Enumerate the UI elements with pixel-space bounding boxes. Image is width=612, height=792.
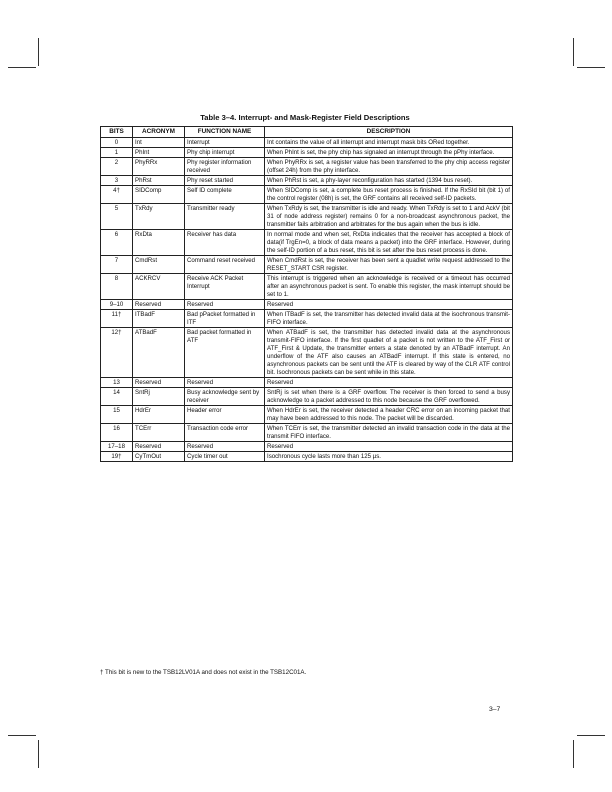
- cell-function-name: Self ID complete: [185, 186, 265, 204]
- cell-function-name: Phy register information received: [185, 158, 265, 176]
- cell-function-name: Cycle timer out: [185, 452, 265, 462]
- cell-function-name: Command reset received: [185, 256, 265, 274]
- cell-acronym: PhyRRx: [133, 158, 185, 176]
- cell-function-name: Phy reset started: [185, 176, 265, 186]
- table-row: [101, 328, 513, 378]
- table-row: [101, 186, 513, 204]
- cell-description: When PhInt is set, the phy chip has signaled an interrupt through the pPhy interface.: [265, 148, 513, 158]
- cell-bits: 14: [101, 388, 133, 406]
- table-row: [101, 158, 513, 176]
- table-row: [101, 378, 513, 388]
- cell-function-name: Reserved: [185, 378, 265, 388]
- cell-acronym: CmdRst: [133, 256, 185, 274]
- crop-mark: [573, 38, 574, 66]
- table-row: [101, 442, 513, 452]
- cell-function-name: Receiver has data: [185, 230, 265, 256]
- cell-acronym: ITBadF: [133, 310, 185, 328]
- cell-acronym: RxDta: [133, 230, 185, 256]
- cell-bits: 8: [101, 274, 133, 300]
- cell-description: When PhRst is set, a phy-layer reconfiguration has started (1394 bus reset).: [265, 176, 513, 186]
- table-row: [101, 204, 513, 230]
- footnote: † This bit is new to the TSB12LV01A and does not exist in the TSB12C01A.: [100, 669, 307, 676]
- cell-description: When SIDComp is set, a complete bus reset process is finished. If the RxSId bit (bit 1) of the control register (08h) is set, the GRF contains all received self-ID packets.: [265, 186, 513, 204]
- cell-description: SntRj is set when there is a GRF overflow. The receiver is then forced to send a busy acknowledge to a packet addressed to this node because the GRF overflowed.: [265, 388, 513, 406]
- crop-mark: [577, 67, 605, 68]
- crop-mark: [8, 735, 36, 736]
- table-row: [101, 274, 513, 300]
- cell-bits: 17–18: [101, 442, 133, 452]
- table-row: [101, 300, 513, 310]
- cell-bits: 9–10: [101, 300, 133, 310]
- cell-acronym: ACKRCV: [133, 274, 185, 300]
- header-function-name: FUNCTION NAME: [185, 127, 265, 138]
- cell-bits: 6: [101, 230, 133, 256]
- table-row: [101, 256, 513, 274]
- cell-description: When ATBadF is set, the transmitter has detected invalid data at the asynchronous transmit-FIFO interface. If the first quadlet of a packet is not written to the ATF_First or ATF_First & Update, the transmitter enters a state denoted by an ATBadF interrupt. An underflow of the ATF also causes an ATBadF interrupt. If this state is entered, no asynchronous packets can be sent until the ATF is cleared by way of the CLR ATF control bit. Isochronous packets can be sent while in this state.: [265, 328, 513, 378]
- cell-function-name: Receive ACK Packet Interrupt: [185, 274, 265, 300]
- cell-bits: 16: [101, 424, 133, 442]
- cell-description: When CmdRst is set, the receiver has been sent a quadlet write request addressed to the RESET_START CSR register.: [265, 256, 513, 274]
- cell-bits: 5: [101, 204, 133, 230]
- cell-description: In normal mode and when set, RxDta indicates that the receiver has accepted a block of data(if TrgEn=0, a block of data means a packet) into the GRF interface. However, during the self-ID portion of a bus reset, this bit is set after the bus reset process is done.: [265, 230, 513, 256]
- cell-description: Reserved: [265, 300, 513, 310]
- table-row: [101, 406, 513, 424]
- cell-bits: 7: [101, 256, 133, 274]
- cell-description: When TCErr is set, the transmitter detected an invalid transaction code in the data at the transmit FIFO interface.: [265, 424, 513, 442]
- table-title: Table 3–4. Interrupt- and Mask-Register Field Descriptions: [200, 113, 410, 122]
- table-row: [101, 424, 513, 442]
- table-row: [101, 138, 513, 148]
- table-row: [101, 148, 513, 158]
- cell-acronym: HdrEr: [133, 406, 185, 424]
- cell-acronym: Int: [133, 138, 185, 148]
- cell-function-name: Transmitter ready: [185, 204, 265, 230]
- cell-bits: 12†: [101, 328, 133, 378]
- cell-acronym: TCErr: [133, 424, 185, 442]
- cell-acronym: PhRst: [133, 176, 185, 186]
- cell-bits: 13: [101, 378, 133, 388]
- table-row: [101, 388, 513, 406]
- cell-bits: 4†: [101, 186, 133, 204]
- header-description: DESCRIPTION: [265, 127, 513, 138]
- cell-acronym: PhInt: [133, 148, 185, 158]
- cell-acronym: ATBadF: [133, 328, 185, 378]
- crop-mark: [38, 38, 39, 66]
- table-row: [101, 452, 513, 462]
- cell-function-name: Reserved: [185, 300, 265, 310]
- crop-mark: [577, 735, 605, 736]
- cell-function-name: Interrupt: [185, 138, 265, 148]
- cell-acronym: SntRj: [133, 388, 185, 406]
- cell-description: Reserved: [265, 442, 513, 452]
- table-row: [101, 176, 513, 186]
- cell-description: Isochronous cycle lasts more than 125 µs.: [265, 452, 513, 462]
- field-descriptions-table: [100, 126, 513, 462]
- cell-acronym: Reserved: [133, 300, 185, 310]
- cell-description: This interrupt is triggered when an acknowledge is received or a timeout has occurred after an asynchronous packet is sent. To enable this register, the mask interrupt should be set to 1.: [265, 274, 513, 300]
- table-header-row: [101, 127, 513, 138]
- cell-acronym: TxRdy: [133, 204, 185, 230]
- cell-acronym: CyTmOut: [133, 452, 185, 462]
- cell-bits: 0: [101, 138, 133, 148]
- cell-acronym: SIDComp: [133, 186, 185, 204]
- header-bits: BITS: [101, 127, 133, 138]
- cell-description: When PhyRRx is set, a register value has been transferred to the phy chip access register (offset 24h) from the phy interface.: [265, 158, 513, 176]
- cell-bits: 15: [101, 406, 133, 424]
- cell-bits: 19†: [101, 452, 133, 462]
- table-row: [101, 230, 513, 256]
- cell-bits: 11†: [101, 310, 133, 328]
- cell-function-name: Transaction code error: [185, 424, 265, 442]
- cell-function-name: Busy acknowledge sent by receiver: [185, 388, 265, 406]
- cell-description: Reserved: [265, 378, 513, 388]
- cell-description: Int contains the value of all interrupt and interrupt mask bits ORed together.: [265, 138, 513, 148]
- cell-function-name: Phy chip interrupt: [185, 148, 265, 158]
- cell-function-name: Header error: [185, 406, 265, 424]
- cell-function-name: Bad packet formatted in ATF: [185, 328, 265, 378]
- crop-mark: [8, 67, 36, 68]
- page-number: 3–7: [489, 706, 501, 713]
- cell-function-name: Bad pPacket formatted in ITF: [185, 310, 265, 328]
- crop-mark: [573, 740, 574, 768]
- header-acronym: ACRONYM: [133, 127, 185, 138]
- crop-mark: [38, 740, 39, 768]
- cell-acronym: Reserved: [133, 442, 185, 452]
- table-row: [101, 310, 513, 328]
- cell-acronym: Reserved: [133, 378, 185, 388]
- cell-bits: 1: [101, 148, 133, 158]
- cell-function-name: Reserved: [185, 442, 265, 452]
- cell-description: When TxRdy is set, the transmitter is idle and ready. When TxRdy is set to 1 and AckV (bit 31 of node address register) remains 0 for a non-broadcast asynchronous packet, the transmitter fails arbitration and arbitrates for the bus again when the bus is idle.: [265, 204, 513, 230]
- cell-description: When ITBadF is set, the transmitter has detected invalid data at the isochronous transmit-FIFO interface.: [265, 310, 513, 328]
- cell-bits: 3: [101, 176, 133, 186]
- cell-description: When HdrEr is set, the receiver detected a header CRC error on an incoming packet that may have been addressed to this node. The packet will be discarded.: [265, 406, 513, 424]
- cell-bits: 2: [101, 158, 133, 176]
